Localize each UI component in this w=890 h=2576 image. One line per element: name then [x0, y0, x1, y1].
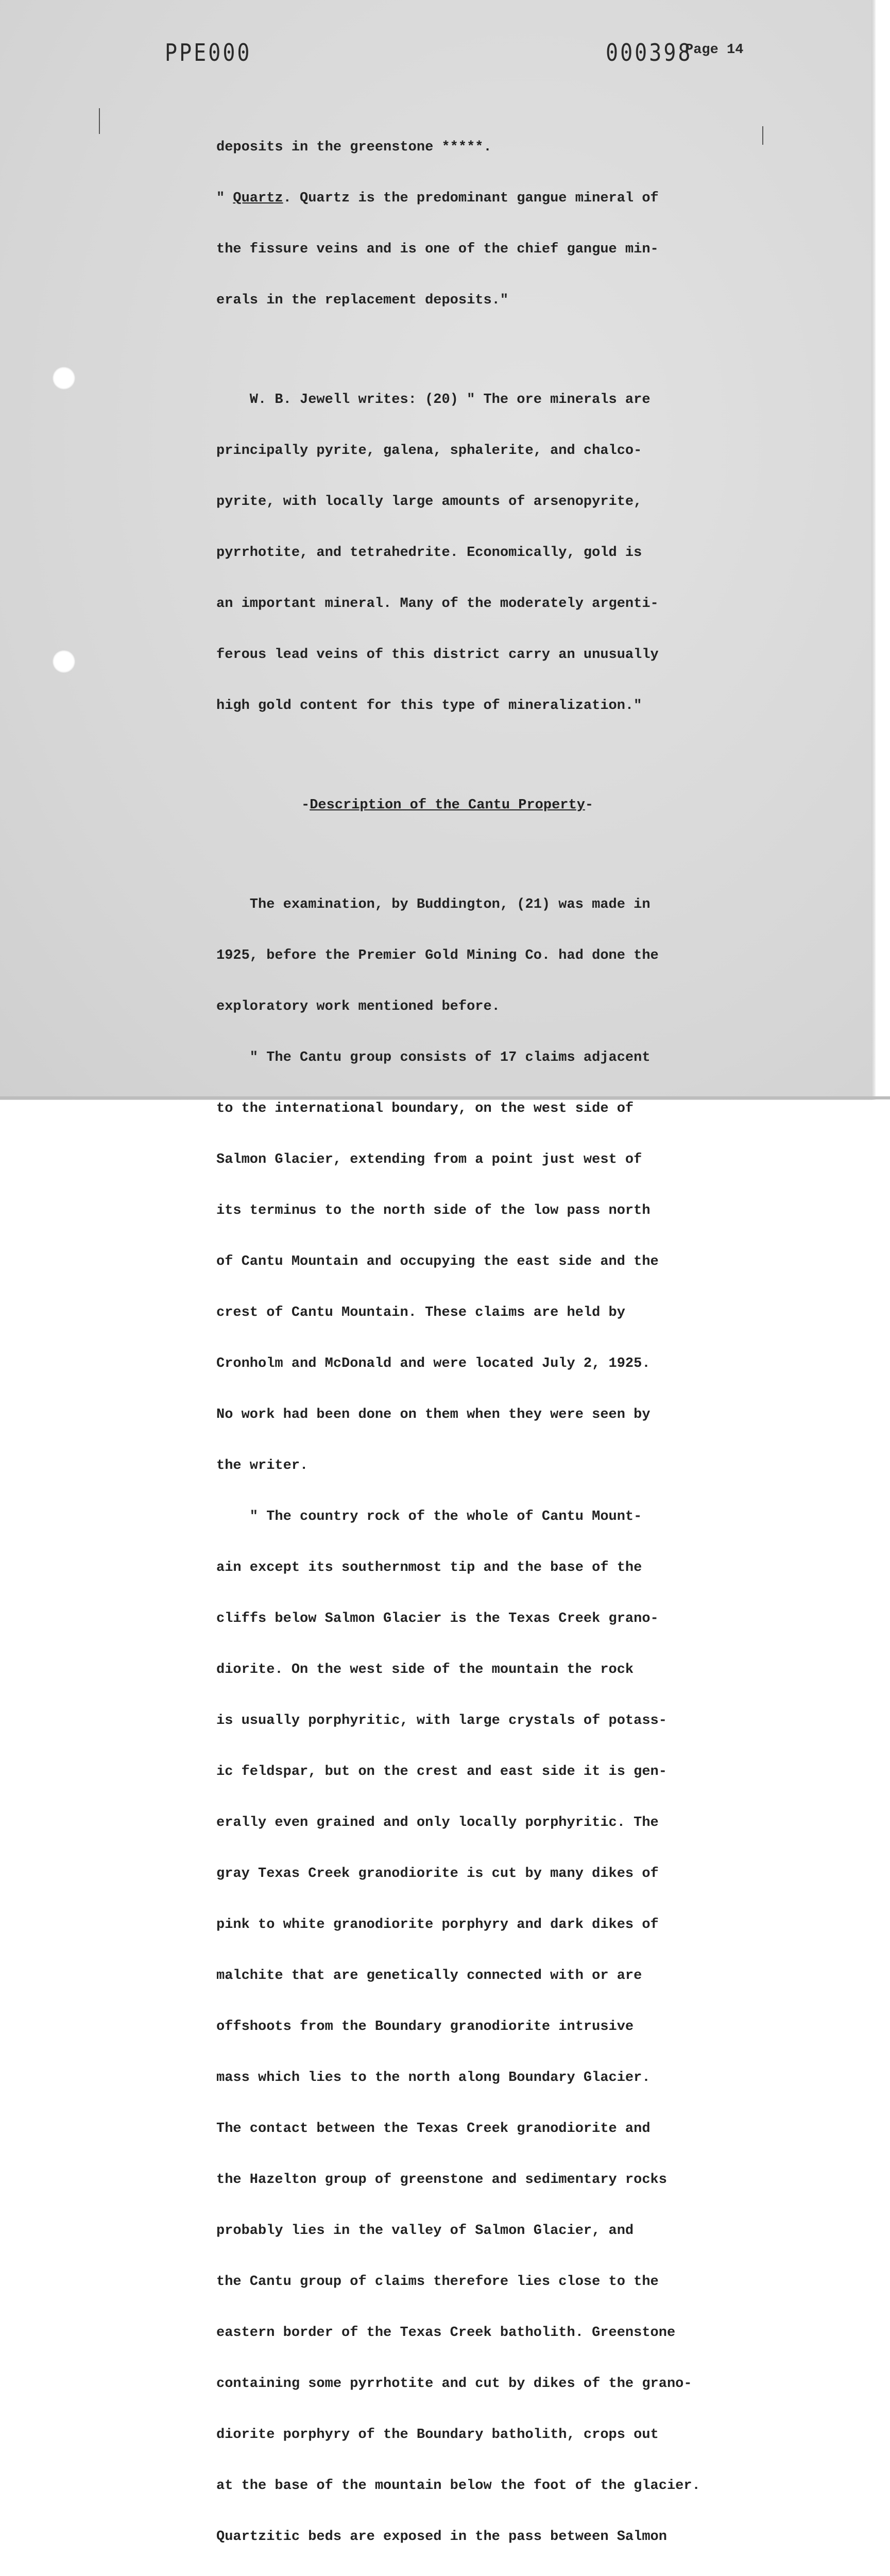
- margin-mark-right: [762, 126, 763, 145]
- text-run: . Quartz is the predominant gangue mineral of: [283, 191, 659, 206]
- text-line: mass which lies to the north along Boundary Glacier.: [216, 2070, 651, 2086]
- text-line: diorite. On the west side of the mountain the rock: [216, 1662, 634, 1677]
- text-line: the writer.: [216, 1458, 309, 1473]
- text-line: pyrrhotite, and tetrahedrite. Economically, gold is: [216, 545, 642, 561]
- text-line: Cronholm and McDonald and were located July 2, 1925.: [216, 1356, 651, 1371]
- stamp-left: PPE000: [165, 39, 252, 67]
- text-line: " The Cantu group consists of 17 claims adjacent: [216, 1050, 651, 1065]
- text-line: probably lies in the valley of Salmon Glacier, and: [216, 2223, 634, 2239]
- punch-hole-bottom: [53, 650, 75, 673]
- text-line: deposits in the greenstone *****.: [216, 140, 492, 155]
- stamp-right: 000398: [606, 39, 693, 67]
- text-line: Quartzitic beds are exposed in the pass between Salmon: [216, 2529, 667, 2545]
- text-line: 1925, before the Premier Gold Mining Co. had done the: [216, 948, 659, 963]
- text-line: to the international boundary, on the west side of: [216, 1101, 634, 1116]
- margin-mark-left: [99, 108, 100, 134]
- text-line: high gold content for this type of mineralization.": [216, 698, 642, 714]
- text-line: pink to white granodiorite porphyry and dark dikes of: [216, 1917, 659, 1933]
- document-body: [216, 105, 711, 2576]
- text-line: at the base of the mountain below the foot of the glacier.: [216, 2478, 700, 2494]
- text-line: principally pyrite, galena, sphalerite, and chalco-: [216, 443, 642, 459]
- text-line: is usually porphyritic, with large crystals of potass-: [216, 1713, 667, 1728]
- text-line: erally even grained and only locally porphyritic. The: [216, 1815, 659, 1831]
- page-edge: [871, 0, 876, 1100]
- text-line: the Hazelton group of greenstone and sedimentary rocks: [216, 2172, 667, 2188]
- text-line: erals in the replacement deposits.": [216, 293, 509, 308]
- text-line: ferous lead veins of this district carry an unusually: [216, 647, 659, 663]
- underlined-term: Quartz: [233, 191, 283, 206]
- punch-hole-top: [53, 367, 75, 389]
- text-line: crest of Cantu Mountain. These claims are held by: [216, 1305, 625, 1320]
- text-line: offshoots from the Boundary granodiorite intrusive: [216, 2019, 634, 2035]
- text-line: of Cantu Mountain and occupying the east side and the: [216, 1254, 659, 1269]
- text-line: gray Texas Creek granodiorite is cut by many dikes of: [216, 1866, 659, 1882]
- page-number: Page 14: [685, 42, 744, 58]
- heading-dash: -: [301, 798, 310, 813]
- text-line: the fissure veins and is one of the chief gangue min-: [216, 242, 659, 257]
- heading-dash: -: [585, 798, 594, 813]
- quote-mark: ": [216, 191, 233, 206]
- text-line: diorite porphyry of the Boundary batholith, crops out: [216, 2427, 659, 2443]
- text-line: [216, 190, 711, 207]
- text-line: the Cantu group of claims therefore lies close to the: [216, 2274, 659, 2290]
- text-line: " The country rock of the whole of Cantu Mount-: [216, 1509, 642, 1524]
- text-line: containing some pyrrhotite and cut by dikes of the grano-: [216, 2376, 692, 2392]
- text-line: eastern border of the Texas Creek batholith. Greenstone: [216, 2325, 676, 2341]
- text-line: ain except its southernmost tip and the base of the: [216, 1560, 642, 1575]
- text-line: Salmon Glacier, extending from a point just west of: [216, 1152, 642, 1167]
- text-line: ic feldspar, but on the crest and east side it is gen-: [216, 1764, 667, 1780]
- text-line: The examination, by Buddington, (21) was made in: [216, 897, 651, 912]
- text-line: malchite that are genetically connected with or are: [216, 1968, 642, 1984]
- text-line: exploratory work mentioned before.: [216, 999, 500, 1014]
- text-line: No work had been done on them when they were seen by: [216, 1407, 651, 1422]
- text-line: pyrite, with locally large amounts of arsenopyrite,: [216, 494, 642, 510]
- text-line: an important mineral. Many of the moderately argenti-: [216, 596, 659, 612]
- heading-text: Description of the Cantu Property: [310, 798, 585, 813]
- section-heading: [216, 797, 711, 814]
- text-line: its terminus to the north side of the low pass north: [216, 1203, 651, 1218]
- text-line: The contact between the Texas Creek granodiorite and: [216, 2121, 651, 2137]
- text-line: W. B. Jewell writes: (20) " The ore minerals are: [216, 392, 651, 408]
- text-line: cliffs below Salmon Glacier is the Texas Creek grano-: [216, 1611, 659, 1626]
